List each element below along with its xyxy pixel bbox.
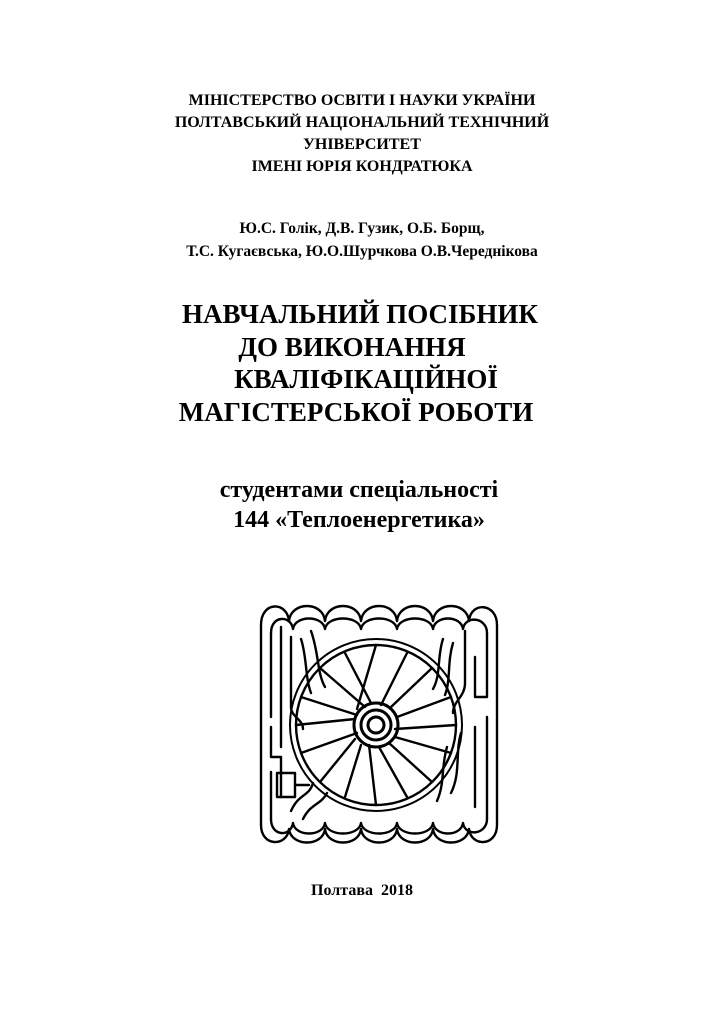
ministry-header (0, 90, 724, 178)
city-year: Полтава 2018 (311, 882, 413, 899)
title-line: ДО ВИКОНАННЯ (238, 331, 466, 362)
authors-line: Т.С. Кугаєвська, Ю.О.Шурчкова О.В.Череднікова (186, 243, 538, 260)
authors-line: Ю.С. Голік, Д.В. Гузик, О.Б. Борщ, (239, 220, 485, 237)
title-line: КВАЛІФІКАЦІЙНОЇ (234, 364, 498, 394)
ministry-line: МІНІСТЕРСТВО ОСВІТИ І НАУКИ УКРАЇНИ (188, 92, 536, 109)
title-line: НАВЧАЛЬНИЙ ПОСІБНИК (182, 299, 538, 329)
specialty (0, 475, 724, 535)
document-title (0, 298, 724, 428)
title-line: МАГІСТЕРСЬКОЇ РОБОТИ (178, 396, 534, 427)
university-emblem-icon (247, 597, 505, 852)
university-name-line: ІМЕНІ ЮРІЯ КОНДРАТЮКА (251, 158, 473, 175)
specialty-line: студентами спеціальності (219, 477, 499, 503)
university-line: ПОЛТАВСЬКИЙ НАЦІОНАЛЬНИЙ ТЕХНІЧНИЙ (174, 114, 550, 131)
university-line: УНІВЕРСИТЕТ (303, 136, 421, 153)
specialty-code-line: 144 «Теплоенергетика» (233, 507, 485, 533)
authors (0, 217, 724, 263)
